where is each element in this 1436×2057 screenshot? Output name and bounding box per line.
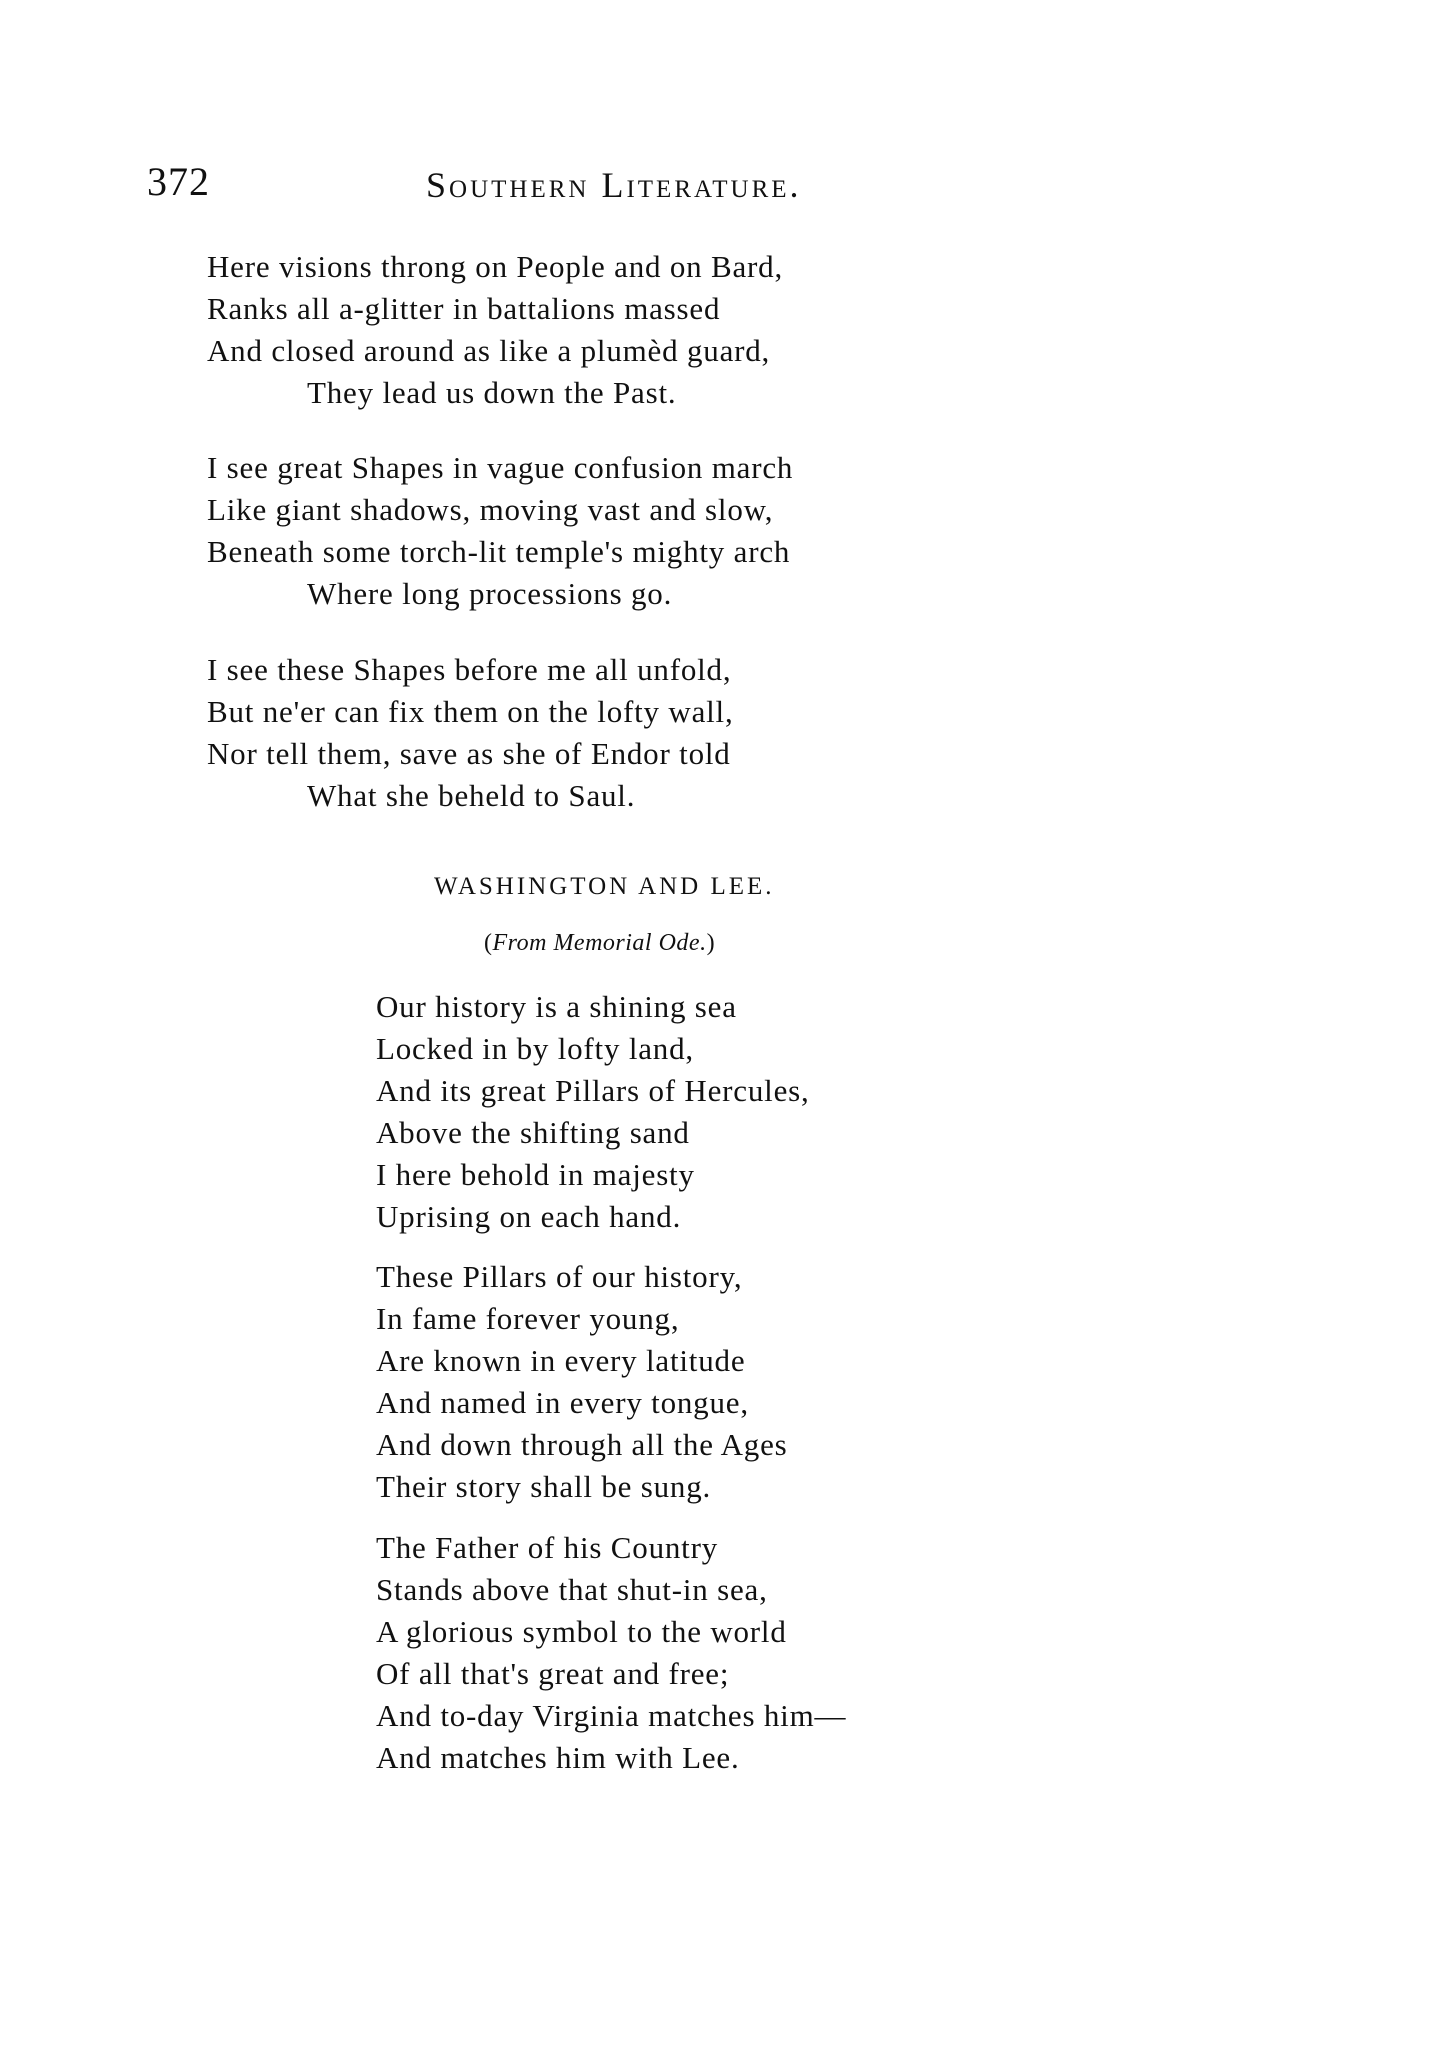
source-text: From Memorial Ode.	[492, 930, 707, 956]
poem-line: Here visions throng on People and on Bard,	[207, 249, 784, 284]
poem2-stanza-1	[376, 986, 810, 1238]
page-number: 372	[147, 159, 210, 204]
poem-line: And to-day Virginia matches him—	[376, 1698, 847, 1733]
poem-line: I here behold in majesty	[376, 1157, 695, 1192]
poem-line: I see great Shapes in vague confusion march	[207, 450, 794, 485]
poem-line: They lead us down the Past.	[307, 375, 677, 410]
source-open-paren: (	[484, 930, 493, 956]
poem-line: Are known in every latitude	[376, 1343, 746, 1378]
poem1-stanza-1	[207, 246, 783, 414]
poem-line: And down through all the Ages	[376, 1427, 788, 1462]
poem-source	[484, 930, 715, 957]
poem-line: Beneath some torch-lit temple's mighty arch	[207, 534, 791, 569]
poem-line: Stands above that shut-in sea,	[376, 1572, 768, 1607]
poem-line: Locked in by lofty land,	[376, 1031, 694, 1066]
source-close-paren: )	[706, 930, 716, 956]
poem-line: But ne'er can fix them on the lofty wall,	[207, 694, 734, 729]
poem-line: What she beheld to Saul.	[307, 778, 636, 813]
poem-line: Their story shall be sung.	[376, 1469, 712, 1504]
poem-line: And closed around as like a plumèd guard,	[207, 333, 771, 368]
poem2-stanza-2	[376, 1256, 788, 1508]
poem-line: Our history is a shining sea	[376, 989, 737, 1024]
poem-line: These Pillars of our history,	[376, 1259, 743, 1294]
poem-line: And named in every tongue,	[376, 1385, 749, 1420]
poem2-stanza-3	[376, 1527, 846, 1779]
poem1-stanza-3	[207, 649, 734, 817]
poem1-stanza-2	[207, 447, 793, 615]
poem-line: And its great Pillars of Hercules,	[376, 1073, 810, 1108]
poem-line: Nor tell them, save as she of Endor told	[207, 736, 731, 771]
poem-line: A glorious symbol to the world	[376, 1614, 787, 1649]
poem-line: Above the shifting sand	[376, 1115, 690, 1150]
poem-line: Like giant shadows, moving vast and slow,	[207, 492, 774, 527]
poem-line: Uprising on each hand.	[376, 1199, 682, 1234]
poem-line: I see these Shapes before me all unfold,	[207, 652, 732, 687]
poem-line: Where long processions go.	[307, 576, 673, 611]
poem-line: The Father of his Country	[376, 1530, 719, 1565]
poem-line: In fame forever young,	[376, 1301, 680, 1336]
poem-line: Of all that's great and free;	[376, 1656, 730, 1691]
running-title: Southern Literature.	[426, 165, 802, 205]
poem-title: WASHINGTON AND LEE.	[434, 873, 775, 900]
poem-line: Ranks all a-glitter in battalions massed	[207, 291, 721, 326]
poem-line: And matches him with Lee.	[376, 1740, 740, 1775]
